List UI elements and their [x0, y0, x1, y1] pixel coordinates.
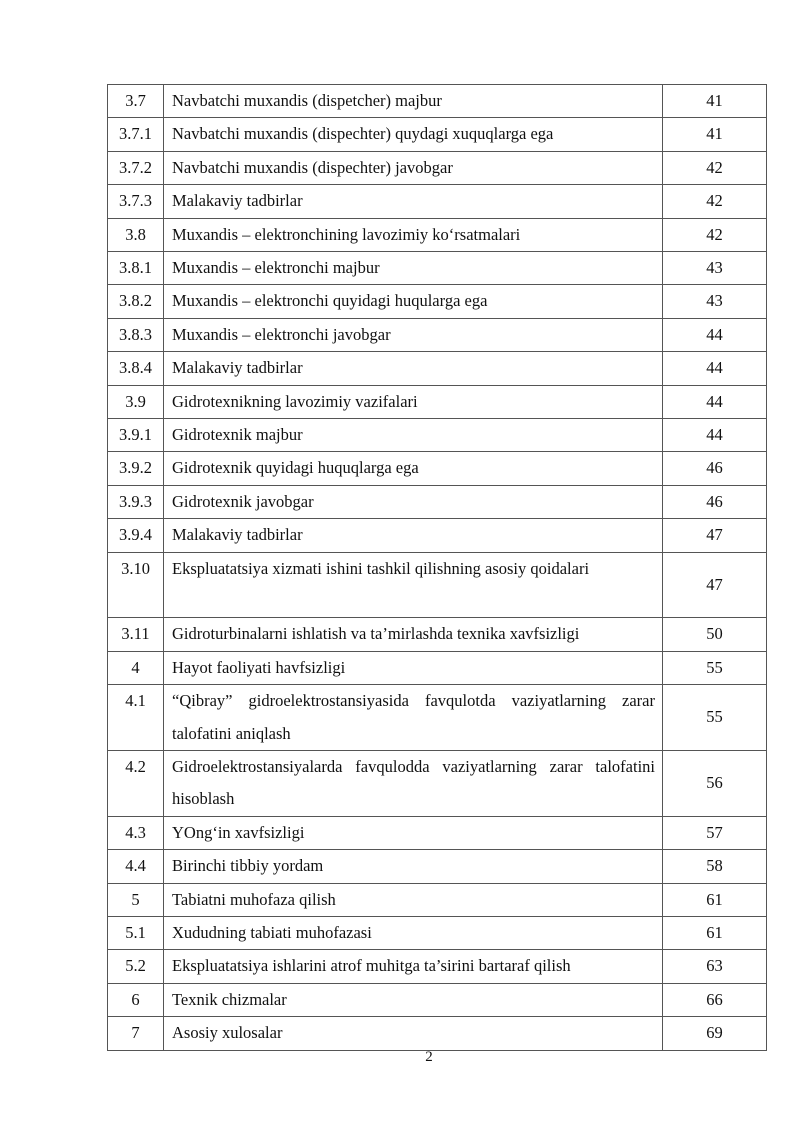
section-title: Malakaviy tadbirlar: [164, 519, 663, 552]
section-number: 3.7.2: [108, 151, 164, 184]
toc-row: [108, 185, 767, 218]
section-number: 5.2: [108, 950, 164, 983]
toc-row: [108, 950, 767, 983]
section-number: 4.3: [108, 816, 164, 849]
section-title: YOng‘in xavfsizligi: [164, 816, 663, 849]
section-title: Gidrotexnikning lavozimiy vazifalari: [164, 385, 663, 418]
page-reference: 42: [663, 151, 767, 184]
section-title: Ekspluatatsiya xizmati ishini tashkil qilishning asosiy qoidalari: [164, 552, 663, 618]
toc-row: [108, 552, 767, 618]
toc-row: [108, 385, 767, 418]
section-number: 4.1: [108, 685, 164, 751]
page-number: 2: [425, 1049, 433, 1065]
page-reference: 61: [663, 916, 767, 949]
section-number: 3.8.4: [108, 352, 164, 385]
toc-row: [108, 916, 767, 949]
page-reference: 55: [663, 651, 767, 684]
toc-row: [108, 651, 767, 684]
section-title: Gidroturbinalarni ishlatish va ta’mirlashda texnika xavfsizligi: [164, 618, 663, 651]
toc-row: [108, 419, 767, 452]
page-reference: 42: [663, 185, 767, 218]
toc-row: [108, 452, 767, 485]
section-title: Gidrotexnik javobgar: [164, 485, 663, 518]
page-reference: 44: [663, 318, 767, 351]
section-title: Muxandis – elektronchi javobgar: [164, 318, 663, 351]
section-title: “Qibray” gidroelektrostansiyasida favqulotda vaziyatlarning zarar talofatini aniqlash: [164, 685, 663, 751]
page-reference: 55: [663, 685, 767, 751]
section-number: 3.7.3: [108, 185, 164, 218]
page-reference: 44: [663, 385, 767, 418]
section-title: Ekspluatatsiya ishlarini atrof muhitga ta’sirini bartaraf qilish: [164, 950, 663, 983]
section-title: Malakaviy tadbirlar: [164, 185, 663, 218]
table-of-contents: [107, 84, 767, 1051]
section-title: Gidroelektrostansiyalarda favqulodda vaziyatlarning zarar talofatini hisoblash: [164, 750, 663, 816]
section-number: 6: [108, 983, 164, 1016]
page-reference: 43: [663, 252, 767, 285]
section-title: Xududning tabiati muhofazasi: [164, 916, 663, 949]
section-number: 3.8: [108, 218, 164, 251]
section-number: 3.11: [108, 618, 164, 651]
section-number: 3.8.3: [108, 318, 164, 351]
page-reference: 46: [663, 485, 767, 518]
toc-row: [108, 850, 767, 883]
section-title: Muxandis – elektronchi majbur: [164, 252, 663, 285]
section-title: Navbatchi muxandis (dispechter) javobgar: [164, 151, 663, 184]
page-reference: 50: [663, 618, 767, 651]
toc-row: [108, 218, 767, 251]
toc-row: [108, 318, 767, 351]
toc-row: [108, 883, 767, 916]
toc-row: [108, 1017, 767, 1050]
section-number: 5: [108, 883, 164, 916]
toc-row: [108, 685, 767, 751]
toc-body: [108, 85, 767, 1051]
section-number: 3.10: [108, 552, 164, 618]
section-title: Malakaviy tadbirlar: [164, 352, 663, 385]
section-number: 3.9.2: [108, 452, 164, 485]
page-reference: 47: [663, 552, 767, 618]
section-title: Texnik chizmalar: [164, 983, 663, 1016]
section-number: 3.7: [108, 85, 164, 118]
page-reference: 44: [663, 352, 767, 385]
toc-row: [108, 151, 767, 184]
toc-row: [108, 519, 767, 552]
page-reference: 57: [663, 816, 767, 849]
section-title: Gidrotexnik quyidagi huquqlarga ega: [164, 452, 663, 485]
page-reference: 56: [663, 750, 767, 816]
page-reference: 63: [663, 950, 767, 983]
toc-row: [108, 285, 767, 318]
section-title: Gidrotexnik majbur: [164, 419, 663, 452]
section-title: Tabiatni muhofaza qilish: [164, 883, 663, 916]
page-reference: 41: [663, 118, 767, 151]
page-reference: 42: [663, 218, 767, 251]
section-number: 3.7.1: [108, 118, 164, 151]
section-title: Muxandis – elektronchining lavozimiy ko‘rsatmalari: [164, 218, 663, 251]
page-reference: 66: [663, 983, 767, 1016]
toc-row: [108, 618, 767, 651]
section-number: 5.1: [108, 916, 164, 949]
page-reference: 58: [663, 850, 767, 883]
page-reference: 69: [663, 1017, 767, 1050]
section-number: 3.8.1: [108, 252, 164, 285]
toc-row: [108, 352, 767, 385]
section-number: 3.9.4: [108, 519, 164, 552]
page-reference: 41: [663, 85, 767, 118]
page-reference: 44: [663, 419, 767, 452]
toc-row: [108, 485, 767, 518]
section-number: 4: [108, 651, 164, 684]
page-reference: 47: [663, 519, 767, 552]
section-title: Navbatchi muxandis (dispechter) quydagi xuquqlarga ega: [164, 118, 663, 151]
toc-row: [108, 85, 767, 118]
section-number: 3.9.3: [108, 485, 164, 518]
toc-row: [108, 118, 767, 151]
section-title: Navbatchi muxandis (dispetcher) majbur: [164, 85, 663, 118]
toc-row: [108, 750, 767, 816]
toc-row: [108, 983, 767, 1016]
toc-row: [108, 816, 767, 849]
section-number: 3.8.2: [108, 285, 164, 318]
section-number: 7: [108, 1017, 164, 1050]
section-number: 3.9.1: [108, 419, 164, 452]
section-title: Muxandis – elektronchi quyidagi huqularga ega: [164, 285, 663, 318]
section-title: Hayot faoliyati havfsizligi: [164, 651, 663, 684]
page-reference: 46: [663, 452, 767, 485]
page-reference: 61: [663, 883, 767, 916]
section-title: Asosiy xulosalar: [164, 1017, 663, 1050]
section-number: 4.2: [108, 750, 164, 816]
section-number: 3.9: [108, 385, 164, 418]
toc-row: [108, 252, 767, 285]
section-title: Birinchi tibbiy yordam: [164, 850, 663, 883]
section-number: 4.4: [108, 850, 164, 883]
page-reference: 43: [663, 285, 767, 318]
